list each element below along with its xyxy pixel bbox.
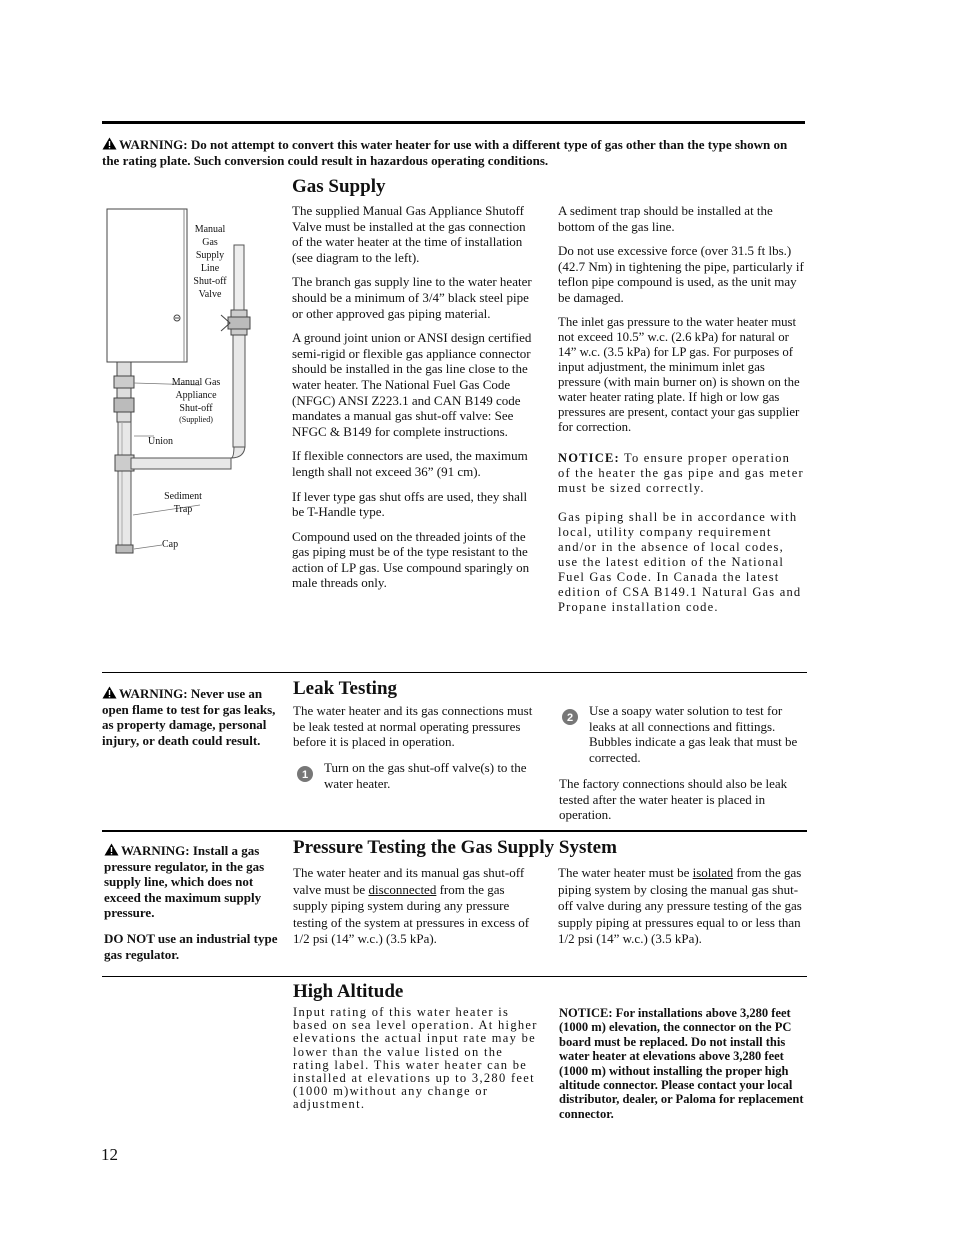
high-altitude-left: Input rating of this water heater is based on sea level operation. At higher elevations the actual input rate may be lower than the value listed on the rating label. This water heater can be installed at elevations up to 3,280 feet (1000 m)without any change or adjustment. <box>293 1005 538 1112</box>
gas-supply-paragraph: A sediment trap should be installed at the bottom of the gas line. <box>558 203 773 234</box>
gas-supply-notice <box>558 451 806 496</box>
high-altitude-title: High Altitude <box>293 981 404 1002</box>
label-line: Gas <box>202 237 218 248</box>
step-1-icon <box>296 765 314 783</box>
leak-warning <box>102 686 280 748</box>
label-line: Trap <box>173 504 193 515</box>
label-line: Shut-off <box>193 276 227 287</box>
label-line: Appliance <box>175 390 217 401</box>
gas-piping-paragraph: Gas piping shall be in accordance with local, utility company requirement and/or in the absence of local codes, use the latest edition of the National Fuel Gas Code. In Canada the latest edition of CSA B149.1 Natural Gas and Propane installation code. <box>558 509 802 614</box>
pressure-warning-main <box>104 843 280 921</box>
leak-warning-label: WARNING: <box>119 686 188 701</box>
label-line: Manual <box>194 224 226 235</box>
label-cap: Cap <box>162 539 179 550</box>
notice-text: To ensure proper operation of the heater the gas pipe and gas meter must be sized correctly. <box>558 450 804 495</box>
label-line: Supply <box>195 250 225 261</box>
pressure-right-underlined: isolated <box>692 865 734 880</box>
pressure-right-text-b: from the gas piping system by closing the manual gas shut-off valve during any pressure testing of the gas supply piping at pressures equal to or less than 1/2 psi (14” w.c.) (3.5 kPa). <box>558 865 802 947</box>
gas-supply-left-column <box>292 203 538 600</box>
pressure-warning-label: WARNING: <box>121 843 190 858</box>
pressure-left-text-b: from the gas supply piping system during any pressure testing of the system at pressures in excess of 1/2 psi (14” w.c.) (3.5 kPa). <box>293 881 530 947</box>
gas-supply-paragraph: If lever type gas shut offs are used, they shall be T-Handle type. <box>292 488 528 520</box>
label-line: Valve <box>198 289 222 300</box>
gas-supply-diagram <box>100 205 290 570</box>
page-number: 12 <box>101 1145 118 1164</box>
label-line: Manual Gas <box>171 377 221 388</box>
label-line: Line <box>200 263 220 274</box>
label-union: Union <box>148 436 173 447</box>
gas-supply-title: Gas Supply <box>292 176 386 197</box>
leak-step-1: Turn on the gas shut-off valve(s) to the water heater. <box>324 760 527 791</box>
leak-testing-intro: The water heater and its gas connections must be leak tested at normal operating pressures before it is placed in operation. <box>293 703 533 750</box>
gas-supply-paragraph: The branch gas supply line to the water heater should be a minimum of 3/4” black steel pipe or other approved gas piping material. <box>292 274 532 321</box>
section-rule <box>102 830 807 832</box>
leak-factory-note: The factory connections should also be leak tested after the water heater is placed in operation. <box>559 776 788 823</box>
label-manual-gas-supply-valve <box>188 223 232 301</box>
pressure-testing-title: Pressure Testing the Gas Supply System <box>293 837 617 858</box>
step-1-number: 1 <box>301 769 309 781</box>
label-line: Sediment <box>164 491 202 502</box>
pressure-left-underlined: disconnected <box>368 881 437 897</box>
notice-label: NOTICE: <box>558 450 620 465</box>
gas-supply-paragraph: Do not use excessive force (over 31.5 ft lbs.) (42.7 Nm) in tightening the pipe, particularly if teflon pipe compound is used, as the unit may be damaged. <box>558 243 804 305</box>
top-warning-text: Do not attempt to convert this water heater for use with a different type of gas other than the type shown on the rating plate. Such conversion could result in hazardous operating conditions. <box>102 137 788 168</box>
gas-supply-paragraph: Compound used on the threaded joints of the gas piping must be of the type resistant to the action of LP gas. Use compound sparingly on male threads only. <box>292 528 530 591</box>
leak-testing-title: Leak Testing <box>293 678 398 699</box>
high-altitude-notice: NOTICE: For installations above 3,280 feet (1000 m) elevation, the connector on the PC board must be replaced. Do not install this water heater at elevations above 3,280 feet (1000 m) without installing the proper high altitude connector. Please contact your local distributor, dealer, or Paloma for replacement connector. <box>559 1006 804 1121</box>
pressure-left-text-a: The water heater and its manual gas shut-off valve must be <box>293 865 525 897</box>
leak-step-2: Use a soapy water solution to test for leaks at all connections and fittings. Bubbles indicate a gas leak that must be corrected. <box>589 703 798 765</box>
pressure-warning-text: Install a gas pressure regulator, in the gas supply line, which does not exceed the maximum supply pressure. <box>104 843 265 921</box>
leak-warning-text: Never use an open flame to test for gas leaks, as property damage, personal injury, or death could result. <box>102 686 276 748</box>
label-line: Shut-off <box>179 403 213 414</box>
pressure-warning <box>104 843 280 962</box>
pressure-right-text-a: The water heater must be <box>558 865 690 880</box>
label-sediment-trap <box>156 490 210 516</box>
warning-icon <box>104 843 119 856</box>
top-rule <box>102 121 805 124</box>
gas-supply-paragraph: The supplied Manual Gas Appliance Shutoff Valve must be installed at the gas connection of the water heater at the time of installation (see diagram to the left). <box>292 203 526 265</box>
top-warning <box>102 137 807 168</box>
label-supplied: (Supplied) <box>179 415 213 424</box>
label-appliance-valve <box>160 376 232 425</box>
pressure-warning-extra: DO NOT use an industrial type gas regulator. <box>104 930 278 962</box>
pressure-left-paragraph <box>293 865 539 948</box>
section-rule <box>102 976 807 977</box>
pressure-right-paragraph <box>558 865 806 948</box>
step-2-icon <box>561 708 579 726</box>
gas-supply-paragraph: If flexible connectors are used, the maximum length shall not exceed 36” (91 cm). <box>292 448 528 479</box>
section-rule <box>102 672 807 673</box>
step-2-number: 2 <box>566 712 574 724</box>
gas-supply-paragraph: A ground joint union or ANSI design certified semi-rigid or flexible gas appliance connector should be installed in the gas line close to the water heater. The National Fuel Gas Code (NFGC) ANSI Z223.1 and CAN B149 code mandates a manual gas shut-off valve: See NFGC & B149 for complete instructions. <box>292 330 532 439</box>
warning-icon <box>102 686 117 699</box>
gas-supply-paragraph: The inlet gas pressure to the water heater must not exceed 10.5” w.c. (2.6 kPa) for natural or 14” w.c. (3.5 kPa) for LP gas. For purposes of input adjustment, the minimum inlet gas pressure (with main burner on) is shown on the water heater rating plate. If high or low gas pressures are present, contact your gas supplier for correction. <box>558 314 800 434</box>
top-warning-label: WARNING: <box>119 137 188 152</box>
gas-supply-right-column <box>558 203 806 624</box>
warning-icon <box>102 137 117 150</box>
